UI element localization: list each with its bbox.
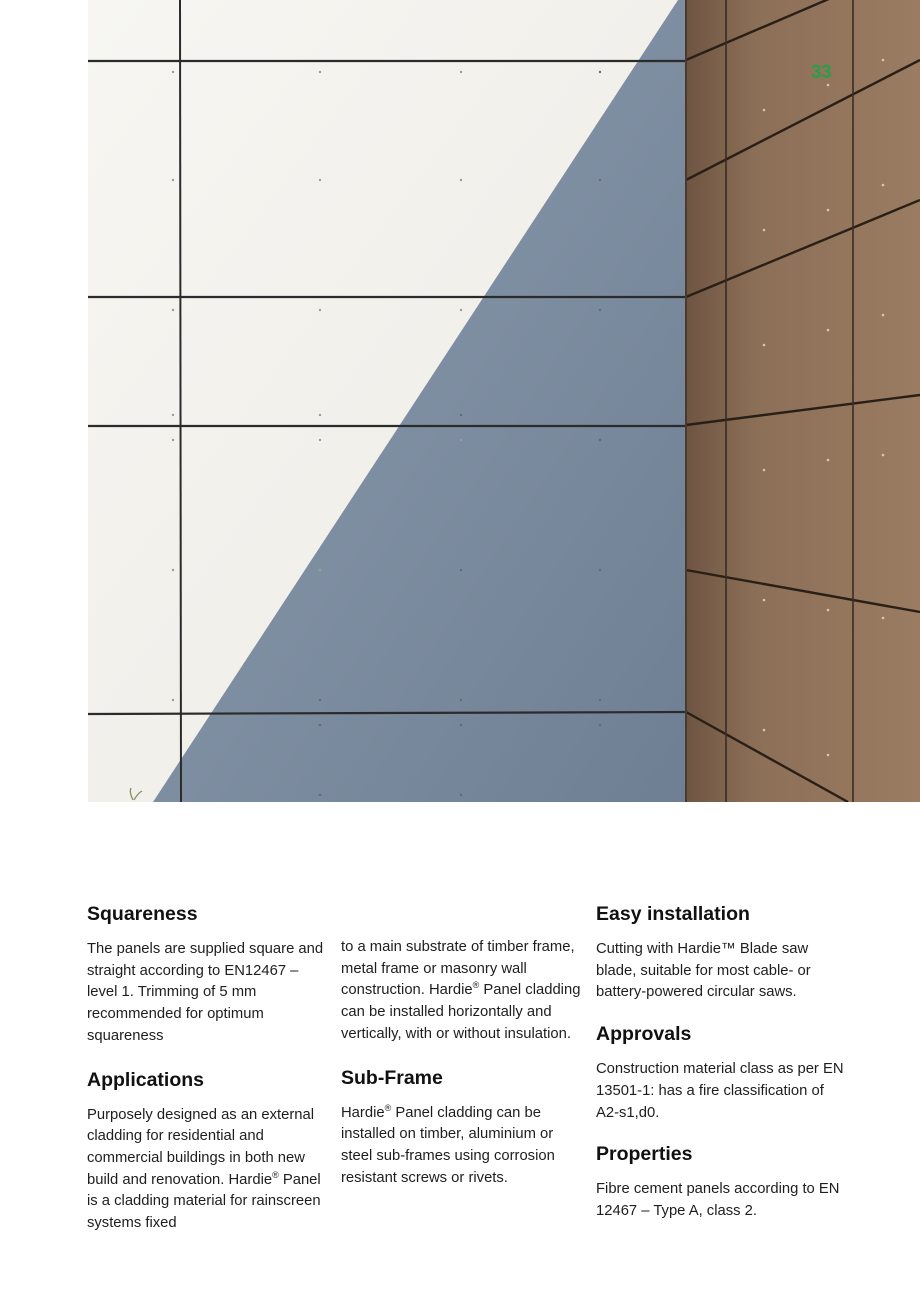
subframe-body <box>341 1103 581 1190</box>
applications-body-start: Purposely designed as an external cladding for residential and commercial buildings in both new build and renovation. Hardie <box>87 1106 315 1188</box>
approvals-heading: Approvals <box>596 1023 692 1046</box>
easy-installation-body: Cutting with Hardie™ Blade saw blade, suitable for most cable- or battery-powered circular saws. <box>596 941 811 1001</box>
easy-installation-heading: Easy installation <box>596 903 750 925</box>
registered-mark: ® <box>272 1169 279 1180</box>
subframe-heading: Sub-Frame <box>341 1066 443 1089</box>
column-left <box>87 900 327 1235</box>
applications-heading: Applications <box>87 1068 205 1091</box>
column-right <box>596 900 846 1223</box>
squareness-body: The panels are supplied square and straight according to EN12467 – level 1. Trimming of 5 mm recommended for optimum squareness <box>87 941 324 1044</box>
applications-cont-end: Panel cladding can be installed horizontally and vertically, with or without insulation. <box>341 982 581 1042</box>
registered-mark: ® <box>384 1102 392 1113</box>
applications-cont-start: to a main substrate of timber frame, metal frame or masonry wall construction. Hardie <box>341 939 575 999</box>
subframe-body-end: Panel cladding can be installed on timber, aluminium or steel sub-frames using corrosion resistant screws or rivets. <box>341 1104 555 1186</box>
approvals-body: Construction material class as per EN 13501-1: has a fire classification of A2-s1,d0. <box>596 1061 844 1121</box>
properties-heading: Properties <box>596 1143 693 1166</box>
squareness-heading: Squareness <box>87 903 198 925</box>
properties-body: Fibre cement panels according to EN 12467 – Type A, class 2. <box>596 1181 840 1219</box>
column-middle <box>341 937 581 1189</box>
subframe-body-start: Hardie <box>341 1104 385 1121</box>
registered-mark: ® <box>472 980 480 991</box>
page-number: 33 <box>811 62 832 83</box>
applications-body-continued <box>341 937 581 1046</box>
applications-body <box>87 1105 327 1235</box>
applications-body-mid: Panel is a cladding material for rainscreen systems fixed <box>87 1171 321 1232</box>
facade-photo <box>88 0 920 802</box>
